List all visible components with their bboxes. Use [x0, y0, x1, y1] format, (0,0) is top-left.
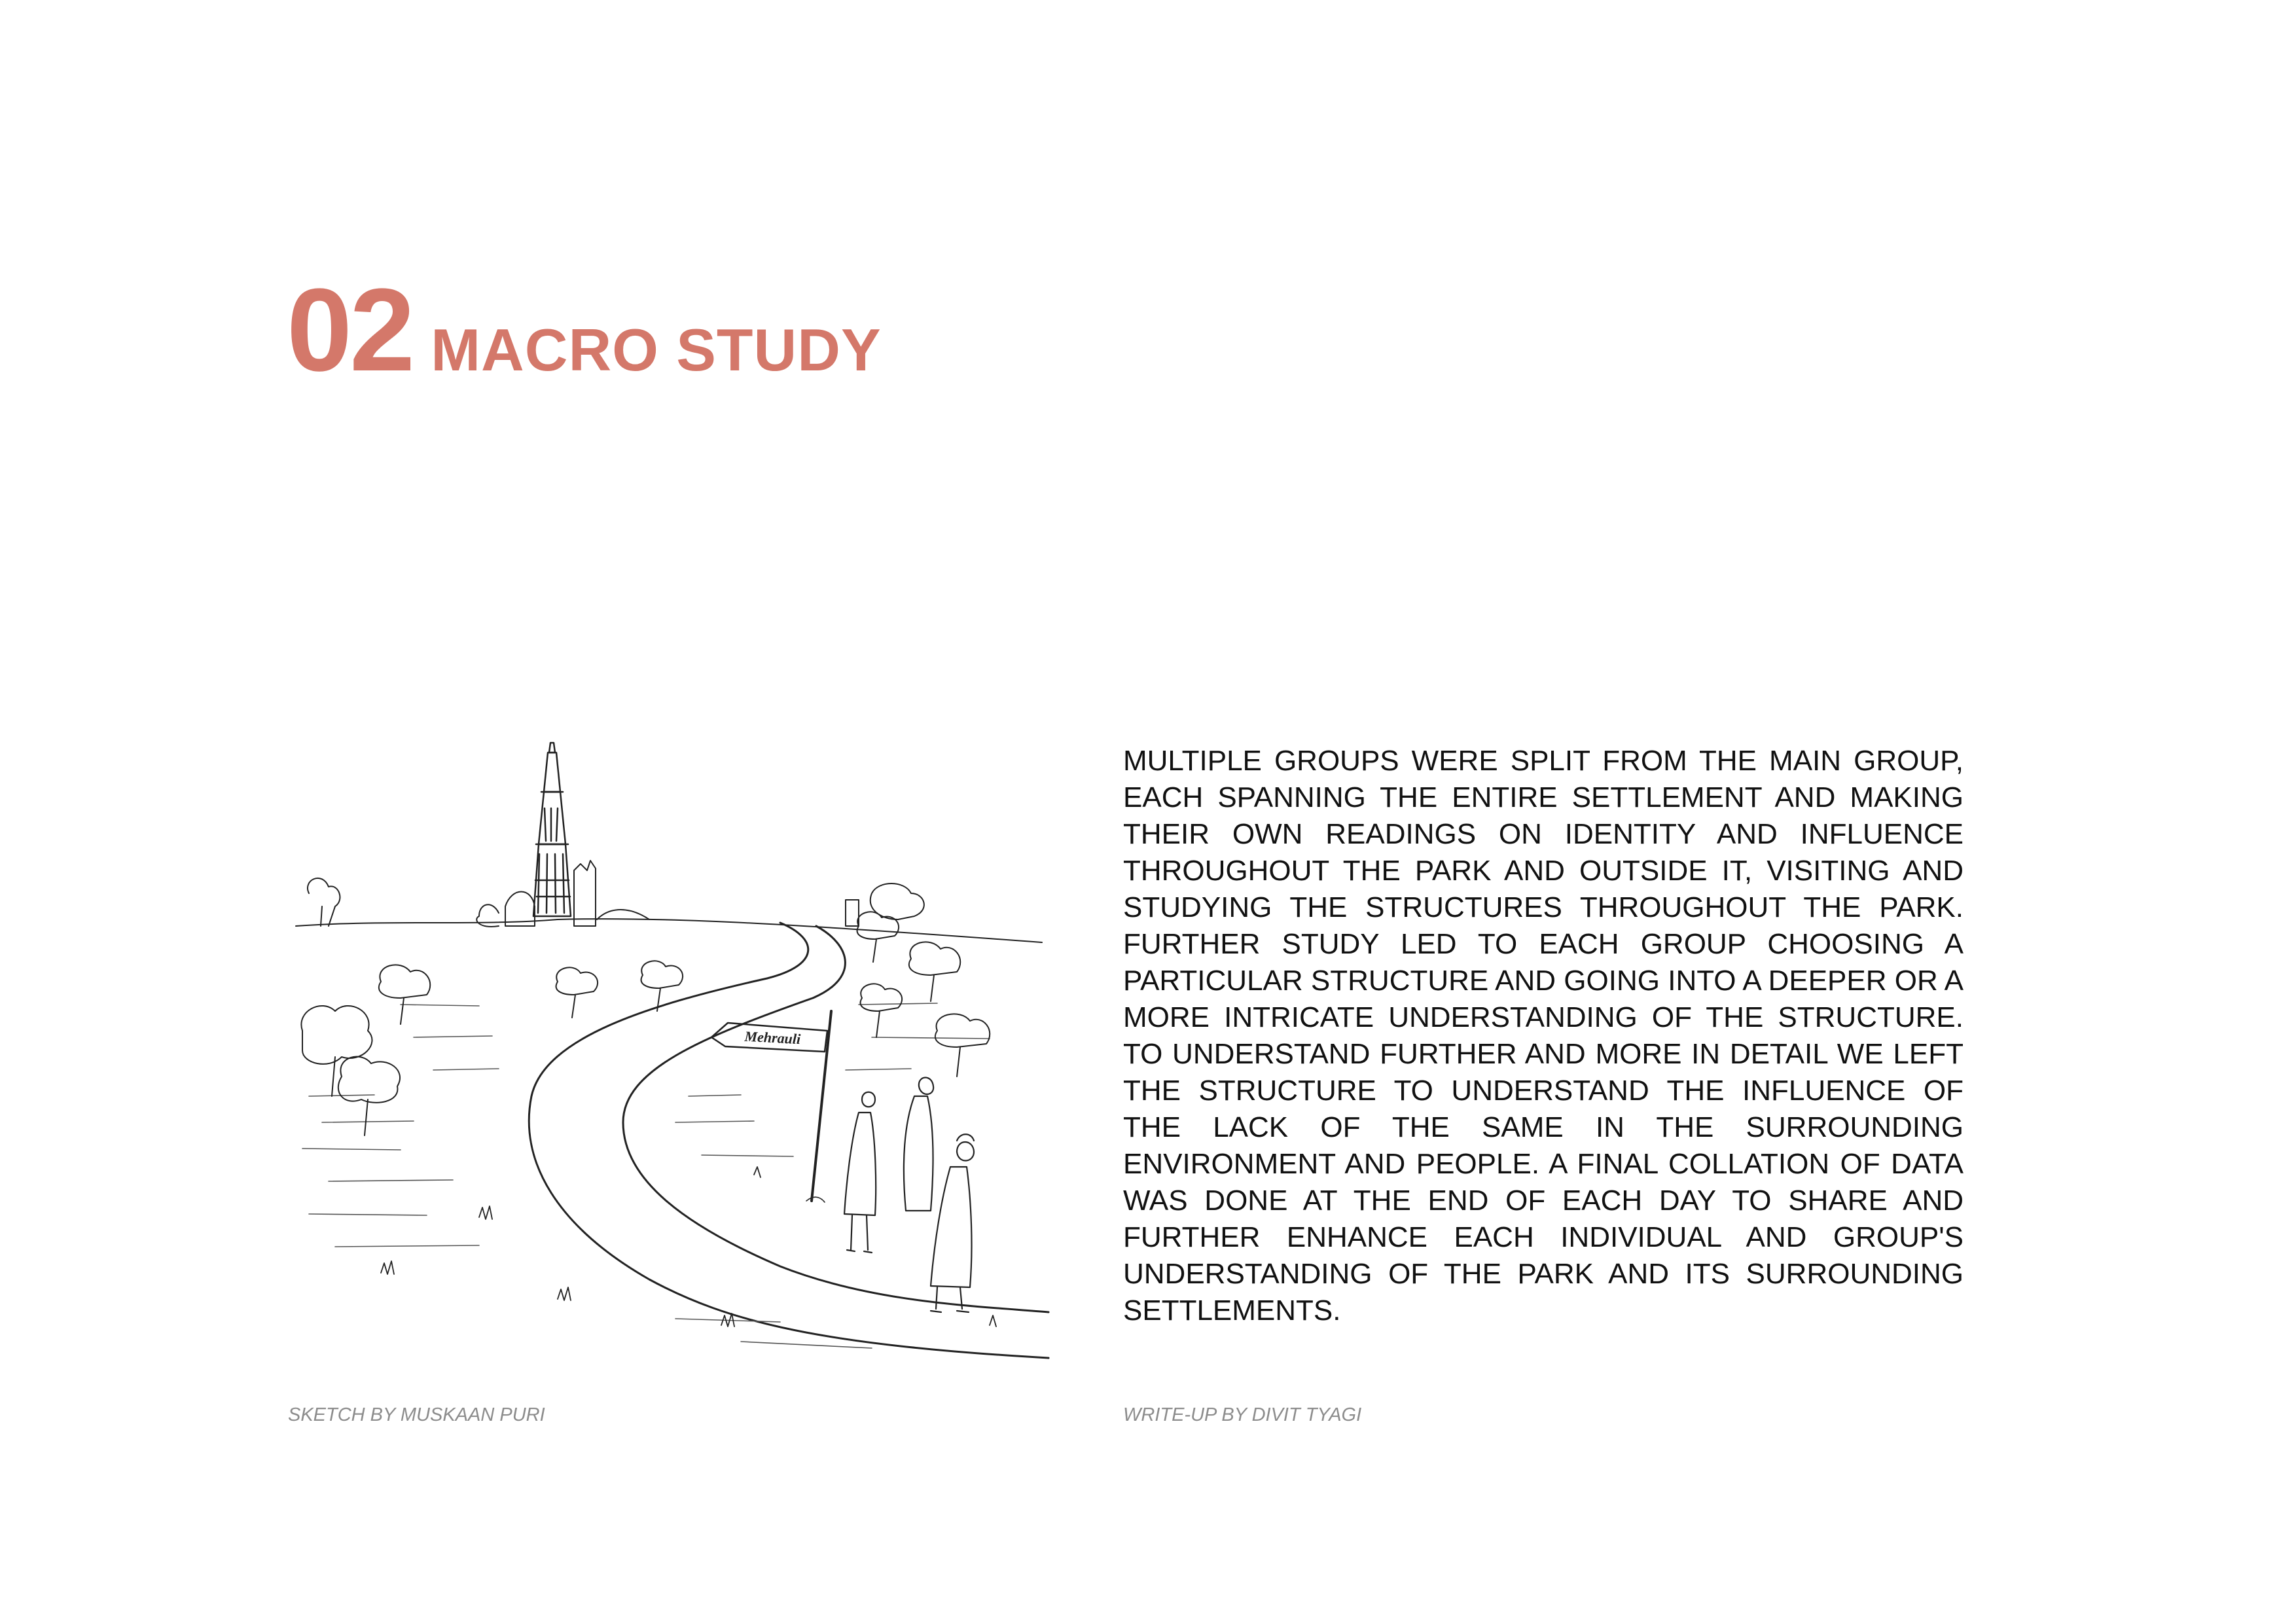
mehrauli-sketch: [283, 730, 1055, 1374]
section-number: 02: [287, 264, 413, 396]
tower-drawing: [533, 743, 571, 916]
sketch-illustration: [283, 730, 1055, 1374]
writeup-body: MULTIPLE GROUPS WERE SPLIT FROM THE MAIN GROUP, EACH SPANNING THE ENTIRE SETTLEMENT AND MAKING THEIR OWN READINGS ON IDENTITY AND INFLUENCE THROUGHOUT THE PARK AND OUTSIDE IT, VISITING AND STUDYING THE STRUCTURES THROUGHOUT THE PARK. FURTHER STUDY LED TO EACH GROUP CHOOSING A PARTICULAR STRUCTURE AND GOING INTO A DEEPER OR A MORE INTRICATE UNDERSTANDING OF THE STRUCTURE. TO UNDERSTAND FURTHER AND MORE IN DETAIL WE LEFT THE STRUCTURE TO UNDERSTAND THE INFLUENCE OF THE LACK OF THE SAME IN THE SURROUNDING ENVIRONMENT AND PEOPLE. A FINAL COLLATION OF DATA WAS DONE AT THE END OF EACH DAY TO SHARE AND FURTHER ENHANCE EACH INDIVIDUAL AND GROUP'S UNDERSTANDING OF THE PARK AND ITS SURROUNDING SETTLEMENTS.: [1123, 745, 1964, 1327]
figures-drawing: [844, 1077, 974, 1312]
signpost-label: Mehrauli: [744, 1027, 801, 1048]
sketch-credit: SKETCH BY MUSKAAN PURI: [288, 1404, 545, 1425]
section-heading: [287, 264, 882, 396]
section-title: MACRO STUDY: [431, 317, 882, 383]
writeup-credit: WRITE-UP BY DIVIT TYAGI: [1123, 1404, 1362, 1425]
